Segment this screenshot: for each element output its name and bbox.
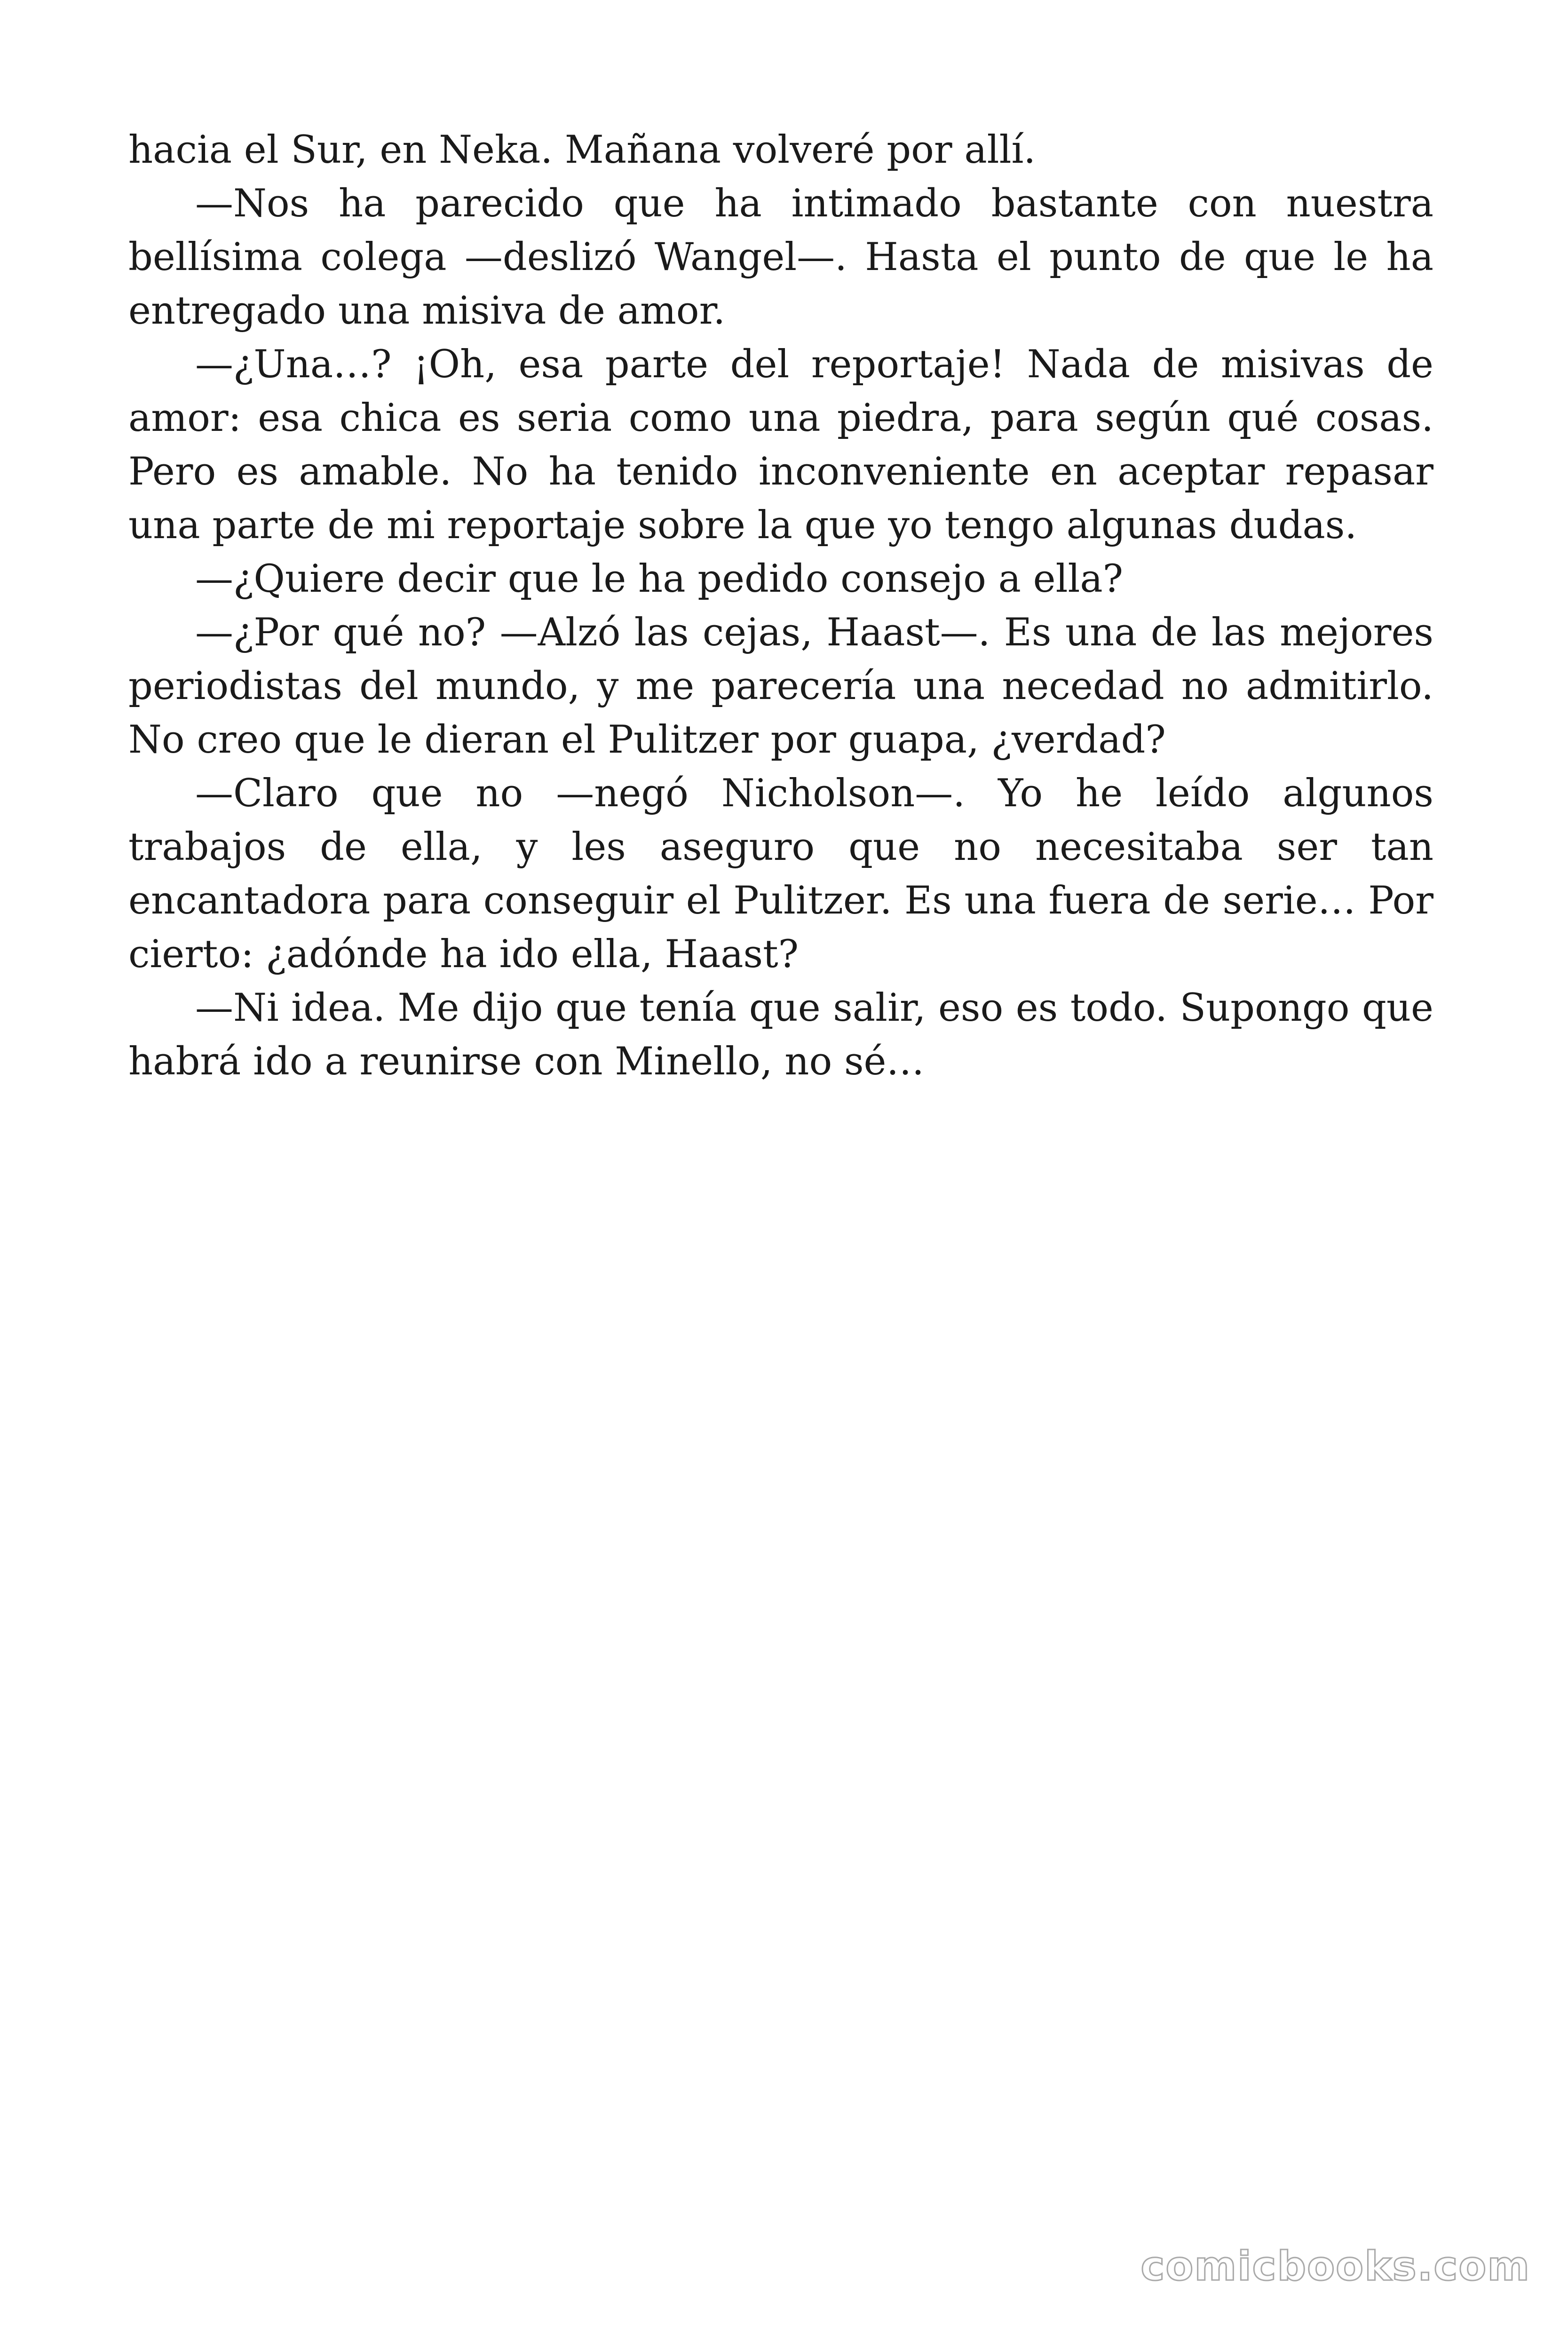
- paragraph-5: —¿Por qué no? —Alzó las cejas, Haast—. Es una de las mejores periodistas del mundo, y me parecería una necedad no admitirlo. No creo que le dieran el Pulitzer por guapa, ¿verdad?: [128, 611, 1433, 762]
- paragraph-4: —¿Quiere decir que le ha pedido consejo a ella?: [195, 557, 1124, 601]
- paragraph-6: —Claro que no —negó Nicholson—. Yo he leído algunos trabajos de ella, y les aseguro que no necesitaba ser tan encantadora para conseguir el Pulitzer. Es una fuera de serie… Por cierto: ¿adónde ha ido ella, Haast?: [128, 771, 1433, 977]
- paragraph-1: hacia el Sur, en Neka. Mañana volveré por allí.: [128, 128, 1036, 172]
- watermark: comicbooks.com: [1140, 2243, 1530, 2290]
- paragraph-2: —Nos ha parecido que ha intimado bastante con nuestra bellísima colega —deslizó Wangel—. Hasta el punto de que le ha entregado una misiva de amor.: [128, 182, 1433, 333]
- paragraph-3: —¿Una…? ¡Oh, esa parte del reportaje! Nada de misivas de amor: esa chica es seria como una piedra, para según qué cosas. Pero es amable. No ha tenido inconveniente en aceptar repasar una parte de mi reportaje sobre la que yo tengo algunas dudas.: [128, 342, 1433, 548]
- page-text: [128, 123, 1433, 1089]
- paragraph-7: —Ni idea. Me dijo que tenía que salir, eso es todo. Supongo que habrá ido a reunirse con Minello, no sé…: [128, 986, 1433, 1084]
